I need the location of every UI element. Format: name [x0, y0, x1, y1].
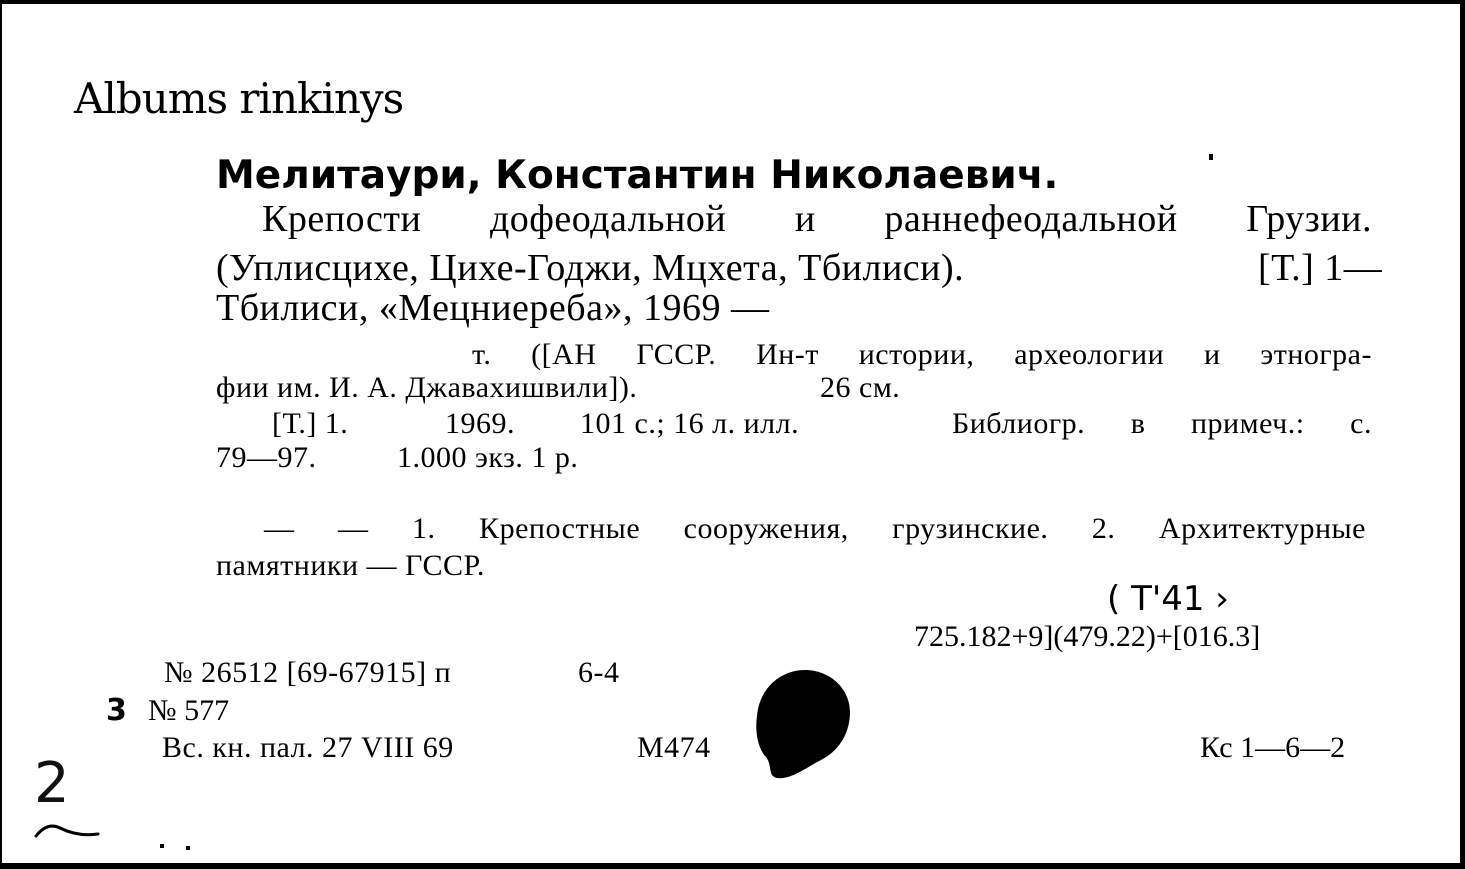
title-line-2: (Уплисцихе, Цихе-Годжи, Мцхета, Тбилиси). — [216, 247, 965, 289]
volume-number: [Т.] 1. — [272, 407, 349, 440]
subjects-line-2: памятники — ГССР. — [216, 549, 485, 582]
classification-code: 725.182+9](479.22)+[016.3] — [914, 620, 1261, 653]
title-line-3: Тбилиси, «Мецниереба», 1969 — — [216, 287, 770, 329]
subjects-line-1: — — 1. Крепостные сооружения, грузинские. 2. Архитектурные — [264, 512, 1366, 545]
handwritten-underline — [32, 816, 102, 840]
record-code: 6-4 — [578, 656, 620, 689]
volume-bibliography: Библиогр. в примеч.: с. — [952, 407, 1372, 440]
order-prefix: 3 — [106, 693, 127, 728]
series-line-1: т. ([АН ГССР. Ин-т истории, археологии и этногра- — [472, 338, 1372, 371]
stamp-text: Albums rinkinys — [74, 74, 404, 123]
dot-mark — [186, 846, 190, 850]
handwritten-number: 2 — [34, 751, 70, 816]
handwritten-annotation: ( Т'41 › — [1107, 579, 1229, 619]
kc-code: Кс 1—6—2 — [1200, 731, 1346, 764]
ink-mark — [1209, 154, 1213, 160]
title-line-1: Крепости дофеодальной и раннефеодальной Грузии. — [262, 198, 1372, 240]
copies-price: 1.000 экз. 1 р. — [397, 441, 579, 474]
order-number: № 577 — [148, 694, 230, 727]
series-line-2: фии им. И. А. Джавахишвили]). — [216, 371, 638, 404]
book-chamber: Вс. кн. пал. 27 VIII 69 — [162, 731, 454, 764]
catalog-card — [2, 4, 1460, 863]
physical-size: 26 см. — [820, 371, 901, 404]
title-line-2-volume: [Т.] 1— — [1258, 247, 1383, 289]
author-heading: Мелитаури, Константин Николаевич. — [216, 153, 1059, 198]
volume-pages: 101 с.; 16 л. илл. — [580, 407, 800, 440]
record-number: № 26512 [69-67915] п — [164, 656, 452, 689]
ink-blot — [753, 668, 851, 780]
record-mark: М474 — [637, 731, 711, 764]
volume-year: 1969. — [445, 407, 515, 440]
dot-mark — [160, 844, 164, 848]
bibliography-pages: 79—97. — [216, 441, 317, 474]
